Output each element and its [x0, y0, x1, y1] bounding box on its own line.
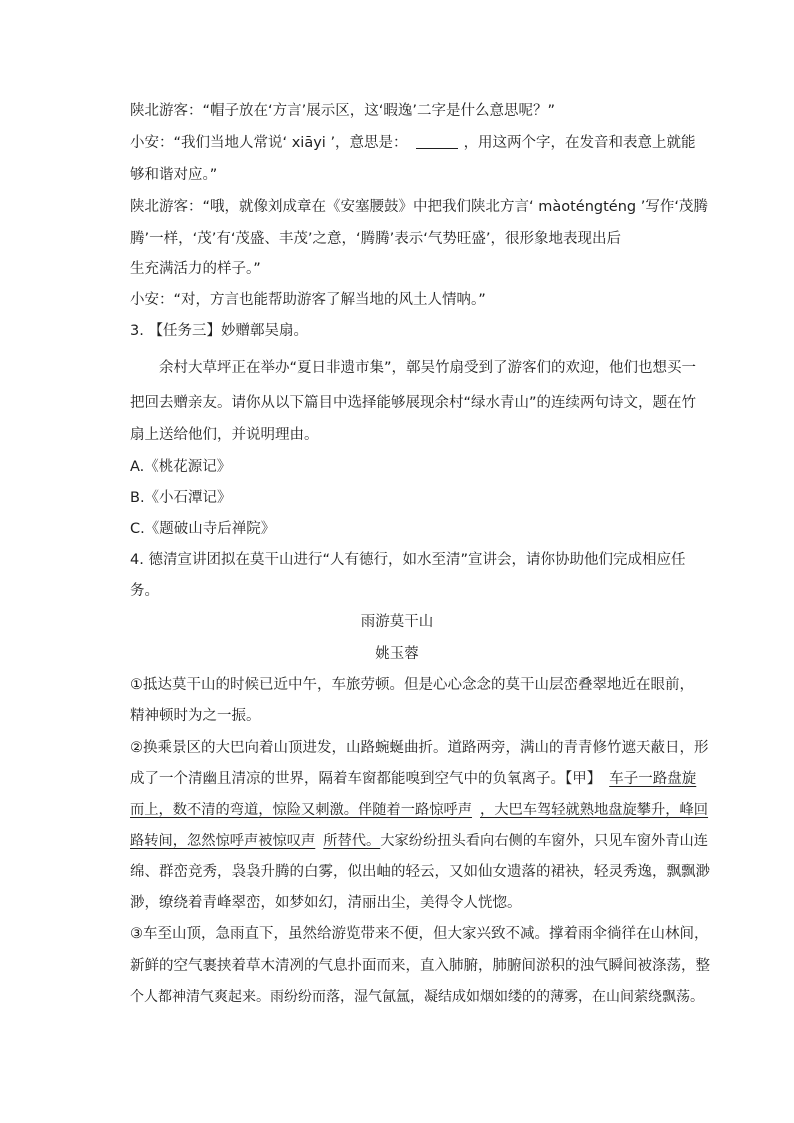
- underlined-passage: 路转间，忽然惊呼声被惊叹声: [130, 833, 316, 849]
- essay-line: [130, 800, 708, 820]
- essay-text: 成了一个清幽且清凉的世界，隔着车窗都能嗅到空气中的负氧离子。【甲】: [130, 771, 602, 787]
- underlined-passage: 而上，数不清的弯道，惊险又刺激。伴随着一路惊呼声: [130, 802, 473, 818]
- task3-heading: 3. 【任务三】妙赠鄣吴扇。: [130, 323, 308, 339]
- essay-line: 精神顿时为之一振。: [130, 708, 261, 724]
- dialogue-line: 够和谐对应。”: [130, 167, 218, 183]
- option-c: C.《题破山寺后禅院》: [130, 521, 276, 537]
- essay-line: [130, 769, 696, 789]
- task3-paragraph: 余村大草坪正在举办“夏日非遗市集”，鄣吴竹扇受到了游客们的欢迎，他们也想买一: [159, 360, 697, 376]
- underlined-passage: 车子一路盘旋: [609, 771, 697, 787]
- dialogue-line: 小安：“对，方言也能帮助游客了解当地的风土人情呐。”: [130, 292, 486, 308]
- essay-line: ①抵达莫干山的时候已近中午，车旅劳顿。但是心心念念的莫干山层峦叠翠地近在眼前，: [130, 677, 694, 693]
- essay-line: 绵、群峦竞秀，袅袅升腾的白雾，似出岫的轻云，又如仙女遗落的裙袂，轻灵秀逸，飘飘渺: [130, 864, 710, 880]
- dialogue-line: 生充满活力的样子。”: [130, 261, 261, 277]
- task4-heading: 4. 德清宣讲团拟在莫干山进行“人有德行，如水至清”宣讲会，请你协助他们完成相应任: [130, 552, 686, 568]
- task3-paragraph: 扇上送给他们，并说明理由。: [130, 427, 319, 443]
- task3-paragraph: 把回去赠亲友。请你从以下篇目中选择能够展现余村“绿水青山”的连续两句诗文，题在竹: [130, 395, 697, 411]
- essay-line: 个人都神清气爽起来。雨纷纷而落，湿气氤氲，凝结成如烟如缕的的薄雾，在山间萦绕飘荡。: [130, 989, 704, 1005]
- option-a: A.《桃花源记》: [130, 459, 232, 475]
- underlined-passage: 所替代。: [323, 833, 381, 849]
- essay-text: 大家纷纷扭头看向右侧的车窗外，只见车窗外青山连: [380, 833, 709, 849]
- essay-line: 渺，缭绕着青峰翠峦，如梦如幻，清丽出尘，美得令人恍惚。: [130, 895, 522, 911]
- option-b: B.《小石潭记》: [130, 490, 232, 506]
- essay-author: 姚玉蓉: [375, 646, 419, 662]
- underlined-passage: ，大巴车驾轻就熟地盘旋攀升，峰回: [480, 802, 709, 818]
- task4-heading: 务。: [130, 583, 159, 599]
- dialogue-line: 腾’一样，‘茂’有‘茂盛、丰茂’之意，‘腾腾’表示‘气势旺盛’，很形象地表现出后: [130, 231, 621, 247]
- answer-blank[interactable]: [416, 134, 458, 149]
- dialogue-text: ，用这两个字，在发音和表意上就能: [463, 135, 696, 151]
- essay-line: 新鲜的空气裹挟着草木清冽的气息扑面而来，直入肺腑，肺腑间淤积的浊气瞬间被涤荡，整: [130, 958, 710, 974]
- dialogue-line: 陕北游客：“帽子放在‘方言’展示区，这‘暇逸’二字是什么意思呢？”: [130, 103, 555, 119]
- essay-line: ②换乘景区的大巴向着山顶进发，山路蜿蜒曲折。道路两旁，满山的青青修竹遮天蔽日，形: [130, 740, 709, 756]
- dialogue-line: 陕北游客：“哦，就像刘成章在《安塞腰鼓》中把我们陕北方言‘ màoténgténg ’写作‘茂腾: [130, 199, 708, 215]
- essay-line: ③车至山顶，急雨直下，虽然给游览带来不便，但大家兴致不减。撑着雨伞徜徉在山林间，: [130, 926, 709, 942]
- dialogue-line: [130, 133, 696, 153]
- essay-line: [130, 831, 708, 851]
- essay-title: 雨游莫干山: [360, 614, 434, 630]
- dialogue-text: 小安：“我们当地人常说‘ xiāyi ’，意思是：: [130, 135, 408, 151]
